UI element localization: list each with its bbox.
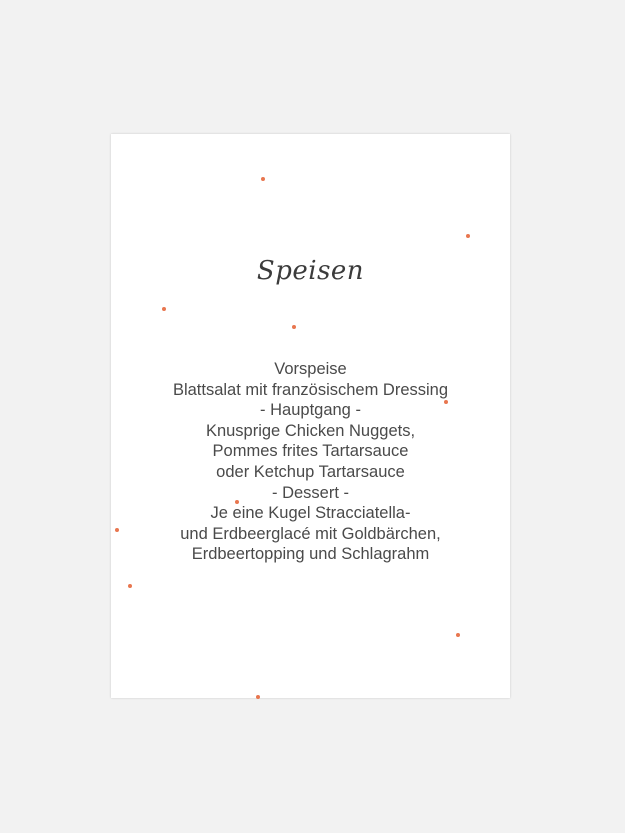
confetti-dot: [128, 584, 132, 588]
menu-line: Vorspeise: [274, 360, 347, 378]
menu-line: Knusprige Chicken Nuggets,: [205, 421, 416, 440]
menu-line: und Erdbeerglacé mit Goldbärchen,: [180, 524, 441, 543]
menu-line: - Dessert -: [271, 483, 349, 502]
confetti-dot: [162, 307, 166, 311]
confetti-dot: [256, 695, 260, 699]
confetti-dot: [292, 325, 296, 329]
menu-card: [111, 134, 510, 698]
confetti-dot: [466, 234, 470, 238]
menu-line: Pommes frites Tartarsauce: [212, 442, 409, 461]
menu-line: oder Ketchup Tartarsauce: [216, 462, 405, 481]
menu-line: Je eine Kugel Stracciatella-: [210, 504, 411, 523]
menu-line: - Hauptgang -: [260, 401, 361, 420]
menu-line: Blattsalat mit französischem Dressing: [172, 380, 449, 399]
confetti-dot: [456, 633, 460, 637]
menu-title: Speisen: [256, 256, 365, 286]
menu-line: Erdbeertopping und Schlagrahm: [191, 545, 430, 564]
menu-text: [111, 359, 510, 565]
confetti-dot: [261, 177, 265, 181]
